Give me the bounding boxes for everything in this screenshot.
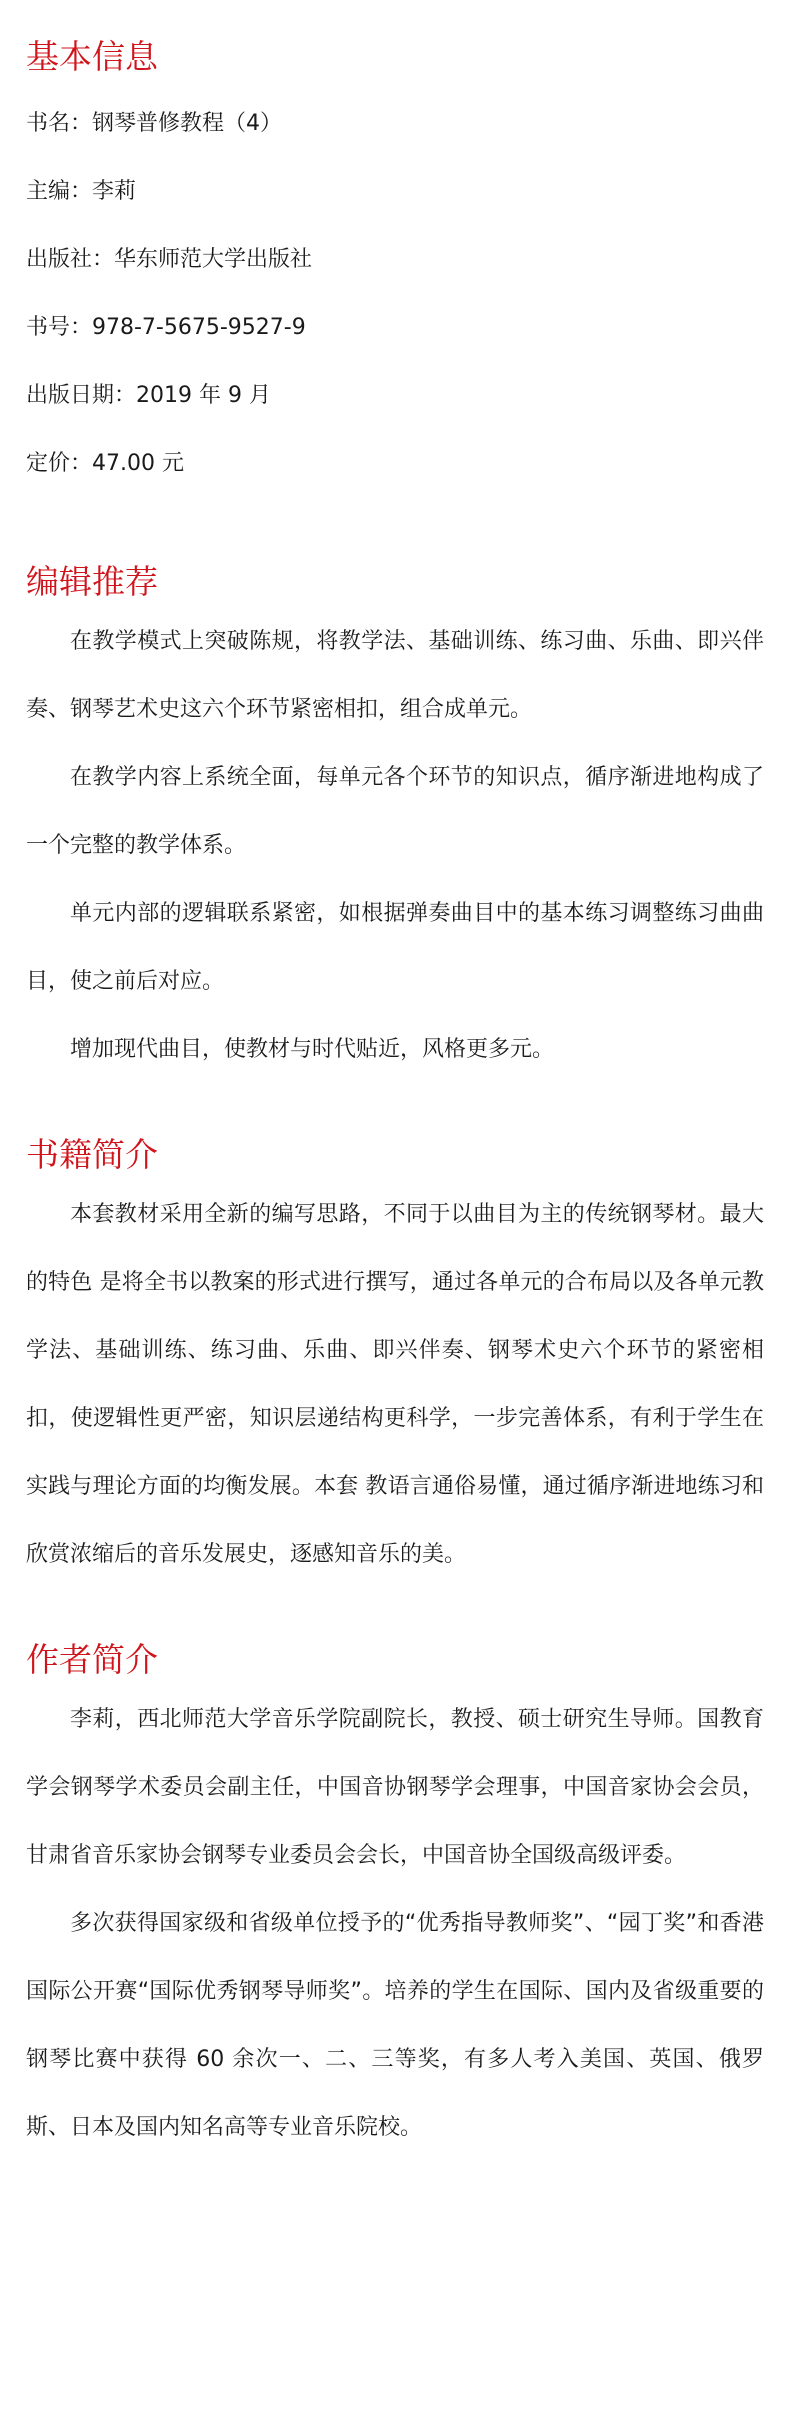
publish-date-line: 出版日期：2019 年 9 月	[26, 383, 271, 408]
book-title-line: 书名：钢琴普修教程（4）	[26, 111, 282, 136]
publisher-line: 出版社：华东师范大学出版社	[26, 247, 313, 272]
author-intro-heading: 作者简介	[26, 1640, 158, 1679]
price-line: 定价：47.00 元	[26, 451, 184, 476]
editor-recommend-paragraph: 增加现代曲目，使教材与时代贴近，风格更多元。	[70, 1037, 555, 1062]
author-intro-paragraph: 李莉，西北师范大学音乐学院副院长，教授、硕士研究生导师。国教育学会钢琴学术委员会副主任，中国音协钢琴学会理事，中国音家协会会员，甘肃省音乐家协会钢琴专业委员会会长，中国音协全国级高级评委。	[26, 1707, 764, 1868]
author-intro-section	[26, 1589, 764, 2162]
editor-recommend-heading: 编辑推荐	[26, 562, 158, 601]
editor-recommend-paragraph: 在教学模式上突破陈规，将教学法、基础训练、练习曲、乐曲、即兴伴奏、钢琴艺术史这六个环节紧密相扣，组合成单元。	[26, 629, 764, 722]
editor-recommend-paragraph: 在教学内容上系统全面，每单元各个环节的知识点，循序渐进地构成了一个完整的教学体系。	[26, 765, 764, 858]
author-intro-paragraph: 多次获得国家级和省级单位授予的“优秀指导教师奖”、“园丁奖”和香港国际公开赛“国际优秀钢琴导师奖”。培养的学生在国际、国内及省级重要的钢琴比赛中获得 60 余次一、二、三等奖，有多人考入美国、英国、俄罗斯、日本及国内知名高等专业音乐院校。	[26, 1911, 764, 2140]
editor-recommend-paragraph: 单元内部的逻辑联系紧密，如根据弹奏曲目中的基本练习调整练习曲曲目，使之前后对应。	[26, 901, 764, 994]
book-intro-heading: 书籍简介	[26, 1135, 158, 1174]
book-intro-section	[26, 1084, 764, 1589]
chief-editor-line: 主编：李莉	[26, 179, 137, 204]
editor-recommend-section	[26, 521, 764, 1084]
basic-info-heading: 基本信息	[26, 37, 158, 76]
book-intro-paragraph: 本套教材采用全新的编写思路，不同于以曲目为主的传统钢琴材。最大的特色 是将全书以教案的形式进行撰写，通过各单元的合布局以及各单元教学法、基础训练、练习曲、乐曲、即兴伴奏、钢琴术史六个环节的紧密相扣，使逻辑性更严密，知识层递结构更科学，一步完善体系，有利于学生在实践与理论方面的均衡发展。本套 教语言通俗易懂，通过循序渐进地练习和欣赏浓缩后的音乐发展史，逐感知音乐的美。	[26, 1202, 764, 1567]
isbn-line: 书号：978-7-5675-9527-9	[26, 315, 306, 340]
basic-info-section	[26, 0, 764, 475]
